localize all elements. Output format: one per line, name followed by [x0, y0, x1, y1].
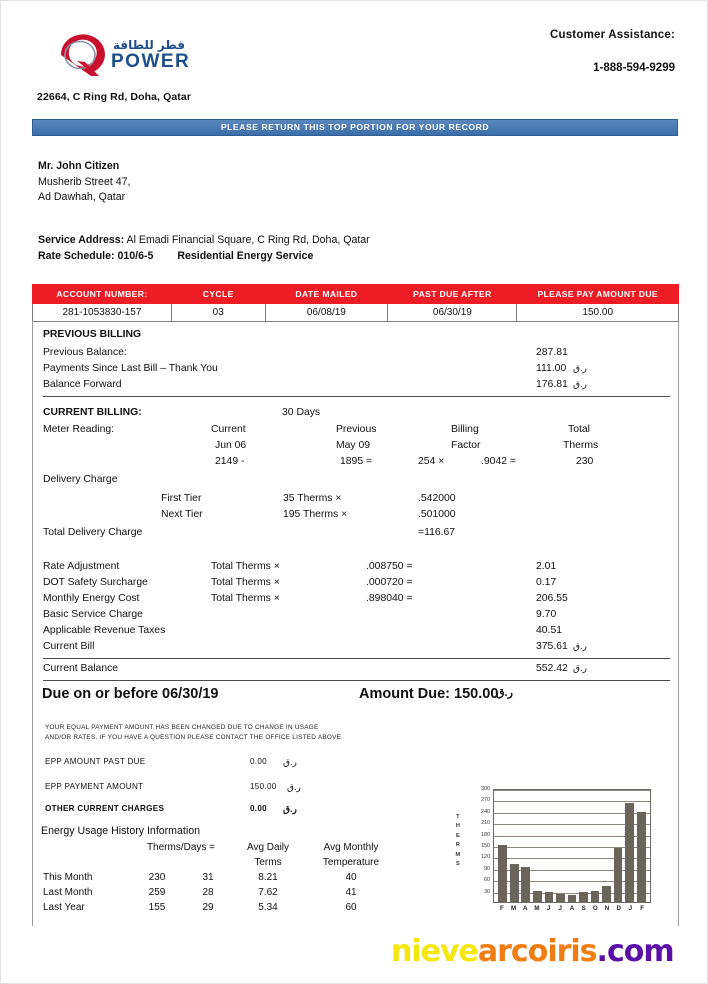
table-row: [43, 871, 397, 884]
service-info-block: [38, 232, 370, 264]
previous-balance-label: Previous Balance:: [43, 347, 127, 358]
company-address: 22664, C Ring Rd, Doha, Qatar: [37, 91, 192, 103]
payments-since-last-bill-label: Payments Since Last Bill – Thank You: [43, 363, 218, 374]
account-summary-table: [32, 284, 679, 322]
usage-avg-temp-last-year: 60: [345, 902, 357, 913]
value-date-mailed: 06/08/19: [265, 304, 388, 322]
return-portion-banner: [32, 119, 678, 136]
meter-value-factor: .9042 =: [481, 456, 516, 467]
chart-y-tick: 90: [483, 865, 490, 872]
chart-bar: [602, 886, 611, 903]
usage-period-this-month: This Month: [43, 872, 93, 883]
next-tier-therms: 195 Therms ×: [283, 509, 348, 520]
monthly-energy-cost-basis: Total Therms ×: [211, 593, 280, 604]
service-address-row: [38, 232, 370, 248]
rate-schedule-row: [38, 248, 370, 264]
chart-y-tick: 120: [480, 854, 490, 861]
amount-due-text: Amount Due: 150.00: [359, 686, 499, 702]
chart-y-tick: 60: [483, 877, 490, 884]
watermark: [391, 934, 674, 969]
other-current-charges-value: 0.00: [250, 804, 267, 813]
customer-name: Mr. John Citizen: [38, 160, 120, 172]
previous-billing-title: PREVIOUS BILLING: [43, 329, 142, 340]
monthly-energy-cost-rate: .898040 =: [366, 593, 413, 604]
usage-header-blank-4: [185, 856, 231, 869]
chart-bars: [494, 790, 650, 902]
return-portion-text: PLEASE RETURN THIS TOP PORTION FOR YOUR RECORD: [220, 122, 490, 132]
chart-bar: [579, 892, 588, 902]
header-amount-due: PLEASE PAY AMOUNT DUE: [517, 285, 679, 304]
service-address-label: Service Address:: [38, 234, 125, 246]
dot-safety-surcharge-value: 0.17: [536, 577, 557, 588]
dot-safety-surcharge-rate: .000720 =: [366, 577, 413, 588]
svg-text:POWER: POWER: [111, 51, 191, 72]
chart-x-tick: J: [546, 905, 551, 912]
next-tier-label: Next Tier: [161, 509, 203, 520]
usage-history-table: [41, 839, 399, 916]
epp-payment-amount-label: EPP PAYMENT AMOUNT: [45, 782, 144, 791]
riyal-symbol-icon: ر.ق: [287, 782, 301, 792]
customer-address-line-3: Ad Dawhah, Qatar: [38, 191, 126, 203]
basic-service-charge-value: 9.70: [536, 609, 557, 620]
rate-adjustment-label: Rate Adjustment: [43, 561, 120, 572]
first-tier-label: First Tier: [161, 493, 202, 504]
chart-x-axis-labels: [493, 905, 651, 912]
current-billing-title: CURRENT BILLING:: [43, 407, 142, 418]
usage-therms-this-month: 230: [148, 872, 166, 883]
usage-days-last-year: 29: [202, 902, 214, 913]
customer-address-block: [38, 159, 130, 206]
meter-value-difference: 254 ×: [418, 456, 445, 467]
current-bill-divider: [43, 658, 670, 659]
meter-reading-label: Meter Reading:: [43, 424, 115, 435]
rate-adjustment-value: 2.01: [536, 561, 557, 572]
monthly-energy-cost-label: Monthly Energy Cost: [43, 593, 140, 604]
chart-x-tick: F: [640, 905, 644, 912]
usage-header-blank-1: [43, 841, 129, 854]
usage-avg-daily-this-month: 8.21: [258, 872, 278, 883]
dot-safety-surcharge-label: DOT Safety Surcharge: [43, 577, 148, 588]
chart-bar: [521, 867, 530, 902]
chart-x-tick: J: [558, 905, 562, 912]
watermark-part-3: .com: [596, 934, 674, 969]
riyal-symbol-icon: ر.ق: [283, 804, 297, 814]
usage-header-terms: Terms: [254, 857, 282, 868]
chart-y-tick: 270: [480, 797, 490, 804]
usage-header-blank-3: [131, 856, 183, 869]
account-table-header-row: [33, 285, 679, 304]
chart-x-tick: M: [534, 905, 540, 912]
riyal-symbol-icon: ر.ق: [283, 757, 297, 767]
rate-schedule-name: Residential Energy Service: [177, 250, 314, 262]
chart-bar: [614, 848, 623, 902]
payments-since-last-bill-value: 111.00: [536, 363, 567, 374]
chart-bar: [533, 891, 542, 902]
chart-bar: [637, 812, 646, 902]
watermark-part-2: arcoiris: [477, 934, 597, 969]
customer-assistance-phone: 1-888-594-9299: [593, 62, 675, 74]
chart-bar: [498, 845, 507, 902]
account-table-value-row: [33, 304, 679, 322]
equal-payment-notice: YOUR EQUAL PAYMENT AMOUNT HAS BEEN CHANGED DUE TO CHANGE IN USAGE AND/OR RATES. IF YOU HAVE A QUESTION PLEASE CONTACT THE OFFICE LISTED ABOVE.: [45, 724, 344, 741]
billing-days: 30 Days: [282, 407, 321, 418]
chart-y-tick: 30: [483, 888, 490, 895]
other-current-charges-row: [45, 804, 297, 814]
chart-y-tick: 300: [480, 786, 490, 792]
value-past-due-after: 06/30/19: [388, 304, 517, 322]
epp-past-due-label: EPP AMOUNT PAST DUE: [45, 757, 146, 766]
usage-avg-daily-last-month: 7.62: [258, 887, 278, 898]
next-tier-rate: .501000: [418, 509, 456, 520]
header-cycle: CYCLE: [171, 285, 265, 304]
current-balance-divider: [43, 680, 670, 681]
revenue-taxes-value: 40.51: [536, 625, 563, 636]
usage-header-row-1: [43, 841, 397, 854]
meter-value-current: 2149 -: [215, 456, 245, 467]
other-current-charges-label: OTHER CURRENT CHARGES: [45, 804, 165, 813]
chart-x-tick: O: [592, 905, 598, 912]
table-row: [43, 886, 397, 899]
chart-x-tick: S: [581, 905, 586, 912]
chart-y-tick: 180: [480, 831, 490, 838]
epp-past-due-value: 0.00: [250, 757, 267, 766]
previous-billing-divider: [43, 396, 670, 397]
meter-col-total: Total: [568, 424, 590, 435]
customer-assistance-block: [550, 29, 675, 74]
first-tier-rate: .542000: [418, 493, 456, 504]
usage-days-last-month: 28: [202, 887, 214, 898]
chart-x-tick: M: [510, 905, 517, 912]
meter-value-previous: 1895 =: [340, 456, 373, 467]
value-amount-due: 150.00: [517, 304, 679, 322]
usage-therms-last-month: 259: [148, 887, 166, 898]
rate-schedule-label: Rate Schedule:: [38, 250, 115, 262]
chart-x-tick: D: [616, 905, 621, 912]
usage-days-this-month: 31: [202, 872, 214, 883]
first-tier-therms: 35 Therms ×: [283, 493, 342, 504]
chart-bar: [591, 891, 600, 902]
chart-y-tick: 150: [480, 843, 490, 849]
meter-col-current-date: Jun 06: [215, 440, 247, 451]
usage-history-title: Energy Usage History Information: [41, 825, 200, 837]
chart-bar: [556, 894, 565, 902]
value-account-number: 281-1053830-157: [33, 304, 172, 322]
usage-header-temperature: Temperature: [322, 857, 380, 868]
usage-period-last-month: Last Month: [43, 887, 93, 898]
usage-therms-last-year: 155: [148, 902, 166, 913]
current-bill-label: Current Bill: [43, 641, 95, 652]
service-address-value: Al Emadi Financial Square, C Ring Rd, Doha, Qatar: [126, 234, 370, 246]
chart-x-tick: N: [604, 905, 610, 912]
meter-col-billing: Billing: [451, 424, 479, 435]
riyal-symbol-icon: ر.ق: [573, 379, 587, 389]
riyal-symbol-icon: ر.ق: [496, 687, 513, 699]
usage-avg-daily-last-year: 5.34: [258, 902, 278, 913]
chart-x-tick: A: [522, 905, 528, 912]
value-cycle: 03: [171, 304, 265, 322]
riyal-symbol-icon: ر.ق: [573, 663, 587, 673]
meter-col-therms: Therms: [563, 440, 599, 451]
rate-adjustment-basis: Total Therms ×: [211, 561, 280, 572]
balance-forward-label: Balance Forward: [43, 379, 122, 390]
monthly-energy-cost-value: 206.55: [536, 593, 568, 604]
due-date-text: Due on or before 06/30/19: [42, 686, 219, 702]
riyal-symbol-icon: ر.ق: [573, 641, 587, 651]
epp-payment-amount-value: 150.00: [250, 782, 277, 791]
epp-payment-amount-row: [45, 782, 301, 792]
meter-col-previous-date: May 09: [336, 440, 371, 451]
customer-address-line-2: Musherib Street 47,: [38, 175, 131, 188]
total-delivery-charge-value: =116.67: [418, 527, 456, 538]
header-past-due-after: PAST DUE AFTER: [388, 285, 517, 304]
chart-bar: [568, 895, 577, 902]
meter-col-previous: Previous: [336, 424, 377, 435]
chart-bar: [510, 864, 519, 903]
usage-header-avg-daily: Avg Daily: [246, 842, 290, 853]
chart-y-tick: 210: [480, 820, 490, 827]
usage-header-avg-monthly: Avg Monthly: [323, 842, 379, 853]
logo-icon: [47, 31, 267, 79]
total-delivery-charge-label: Total Delivery Charge: [43, 527, 143, 538]
chart-bar: [545, 892, 554, 902]
customer-assistance-label: Customer Assistance:: [549, 29, 675, 41]
page-header: [1, 19, 707, 99]
meter-value-total-therms: 230: [576, 456, 594, 467]
svg-text:قطر للطاقة: قطر للطاقة: [113, 38, 185, 52]
rate-schedule-code: 010/6-5: [117, 250, 154, 262]
balance-forward-value: 176.81: [536, 379, 568, 390]
header-date-mailed: DATE MAILED: [265, 285, 388, 304]
usage-period-last-year: Last Year: [43, 902, 85, 913]
header-account-number: ACCOUNT NUMBER:: [33, 285, 172, 304]
rate-adjustment-rate: .008750 =: [366, 561, 413, 572]
revenue-taxes-label: Applicable Revenue Taxes: [43, 625, 166, 636]
chart-plot-area: [493, 789, 651, 903]
chart-x-tick: F: [499, 905, 504, 912]
usage-history-chart: [453, 787, 658, 929]
epp-past-due-row: [45, 757, 297, 767]
meter-col-current: Current: [211, 424, 246, 435]
usage-header-therms-days: Therms/Days =: [146, 842, 216, 853]
delivery-charge-label: Delivery Charge: [43, 474, 118, 485]
chart-x-tick: J: [628, 905, 633, 912]
chart-bar: [625, 803, 634, 902]
usage-header-row-2: [43, 856, 397, 869]
qatar-power-logo: [47, 31, 267, 79]
meter-col-factor: Factor: [451, 440, 481, 451]
current-balance-label: Current Balance: [43, 663, 119, 674]
riyal-symbol-icon: ر.ق: [573, 363, 587, 373]
chart-y-tick: 240: [480, 808, 490, 815]
current-balance-value: 552.42: [536, 663, 568, 674]
chart-x-tick: A: [569, 905, 575, 912]
chart-y-axis-label: T H E R M S: [455, 814, 461, 868]
usage-header-blank-2: [43, 856, 129, 869]
current-bill-value: 375.61: [536, 641, 568, 652]
usage-avg-temp-last-month: 41: [345, 887, 357, 898]
watermark-part-1: nieve: [391, 934, 478, 969]
dot-safety-surcharge-basis: Total Therms ×: [211, 577, 280, 588]
previous-balance-value: 287.81: [536, 347, 568, 358]
usage-avg-temp-this-month: 40: [345, 872, 357, 883]
basic-service-charge-label: Basic Service Charge: [43, 609, 143, 620]
table-row: [43, 901, 397, 914]
